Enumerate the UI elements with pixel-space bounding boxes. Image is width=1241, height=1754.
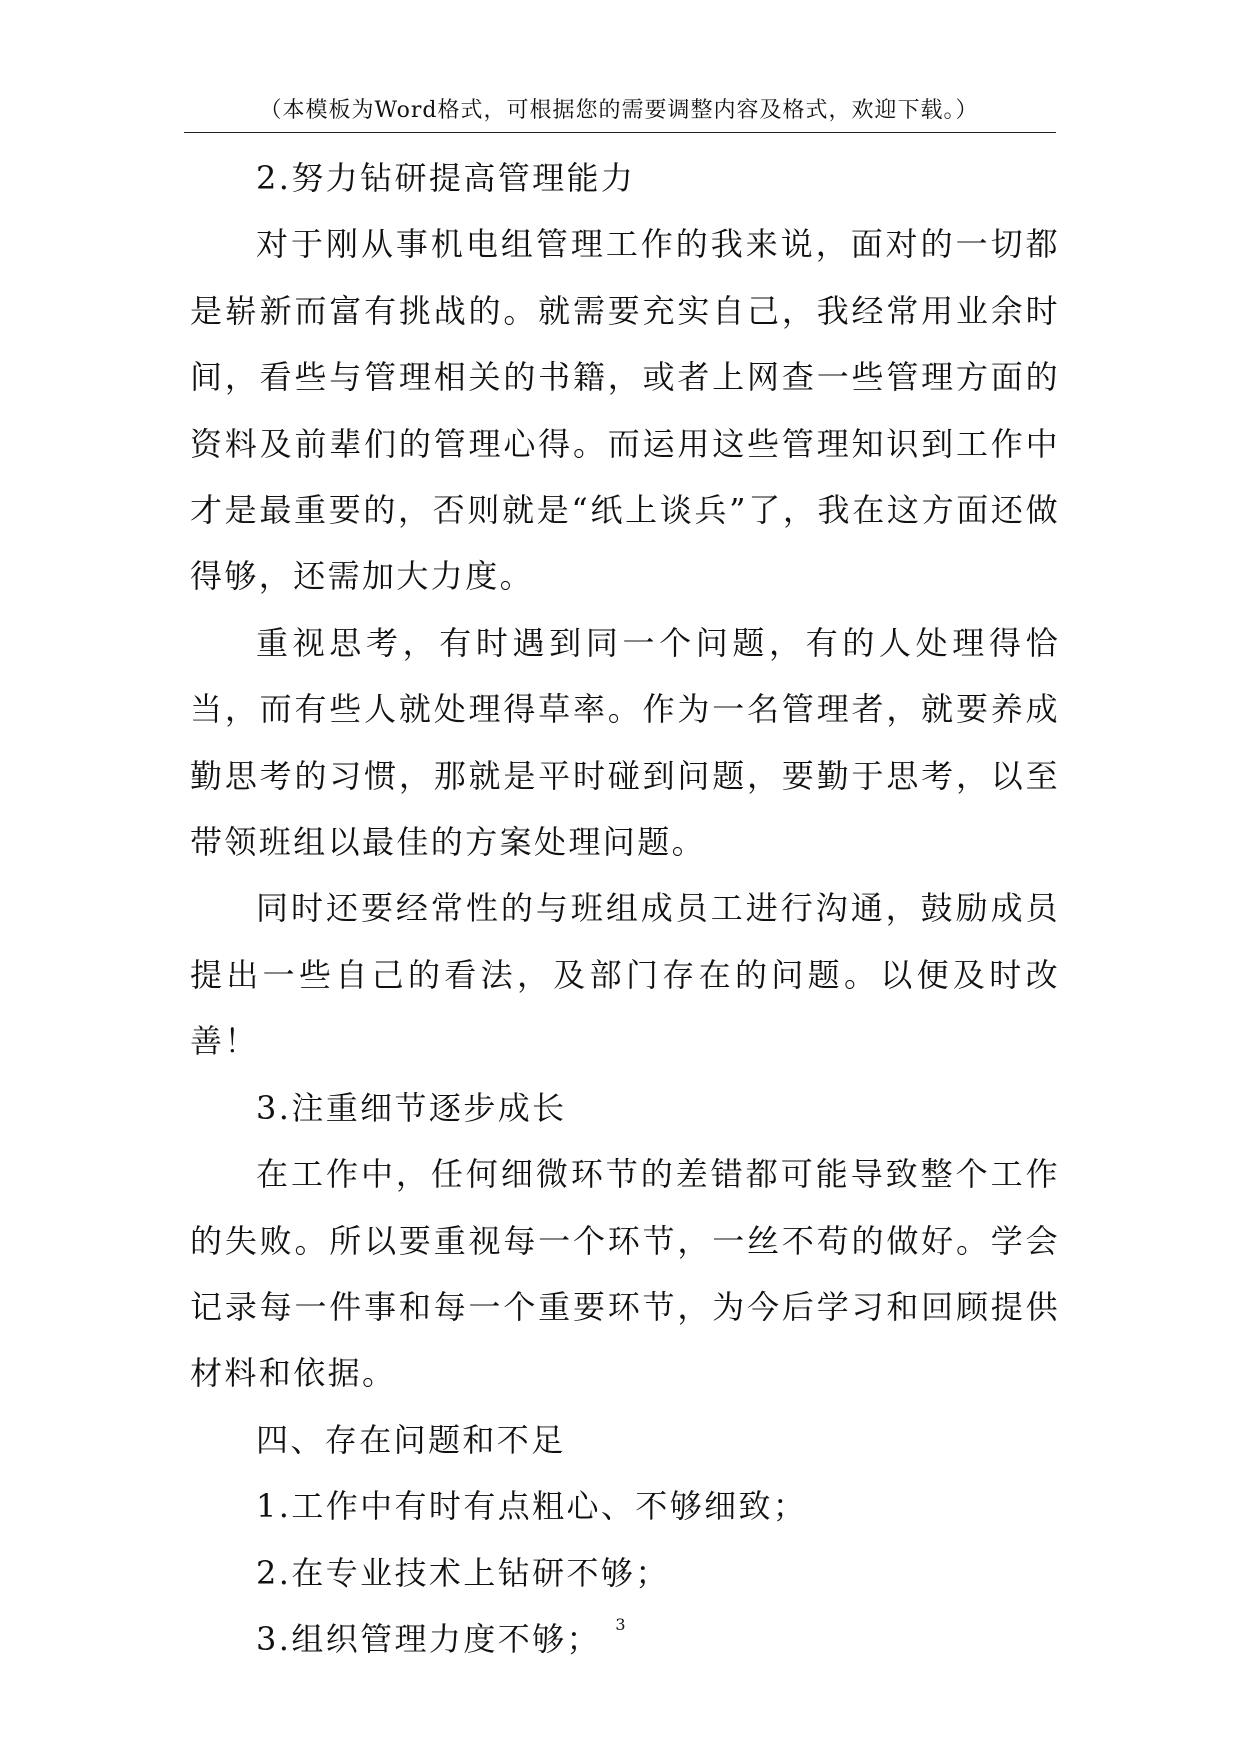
list-item: 1.工作中有时有点粗心、不够细致； bbox=[256, 1487, 808, 1526]
body-paragraph: 同时还要经常性的与班组成员工进行沟通，鼓励成员提出一些自己的看法，及部门存在的问题。以便及时改善！ bbox=[190, 889, 1060, 1061]
header-divider bbox=[184, 132, 1056, 133]
body-paragraph: 在工作中，任何细微环节的差错都可能导致整个工作的失败。所以要重视每一个环节，一丝不苟的做好。学会记录每一件事和每一个重要环节，为今后学习和回顾提供材料和依据。 bbox=[190, 1155, 1060, 1393]
header-note: （本模板为Word格式，可根据您的需要调整内容及格式，欢迎下载。） bbox=[259, 98, 979, 123]
section-heading: 2.努力钻研提高管理能力 bbox=[256, 159, 636, 197]
document-body bbox=[190, 145, 1060, 1672]
section-heading: 四、存在问题和不足 bbox=[256, 1420, 566, 1459]
page-number: 3 bbox=[615, 1615, 626, 1634]
list-item: 3.组织管理力度不够； bbox=[256, 1619, 601, 1658]
section-heading: 3.注重细节逐步成长 bbox=[256, 1088, 567, 1127]
body-paragraph: 对于刚从事机电组管理工作的我来说，面对的一切都是崭新而富有挑战的。就需要充实自己，我经常用业余时间，看些与管理相关的书籍，或者上网查一些管理方面的资料及前辈们的管理心得。而运用这些管理知识到工作中才是最重要的，否则就是“纸上谈兵”了，我在这方面还做得够，还需加大力度。 bbox=[190, 225, 1060, 596]
list-item: 2.在专业技术上钻研不够； bbox=[256, 1553, 670, 1592]
body-paragraph: 重视思考，有时遇到同一个问题，有的人处理得恰当，而有些人就处理得草率。作为一名管理者，就要养成勤思考的习惯，那就是平时碰到问题，要勤于思考，以至带领班组以最佳的方案处理问题。 bbox=[190, 623, 1060, 862]
